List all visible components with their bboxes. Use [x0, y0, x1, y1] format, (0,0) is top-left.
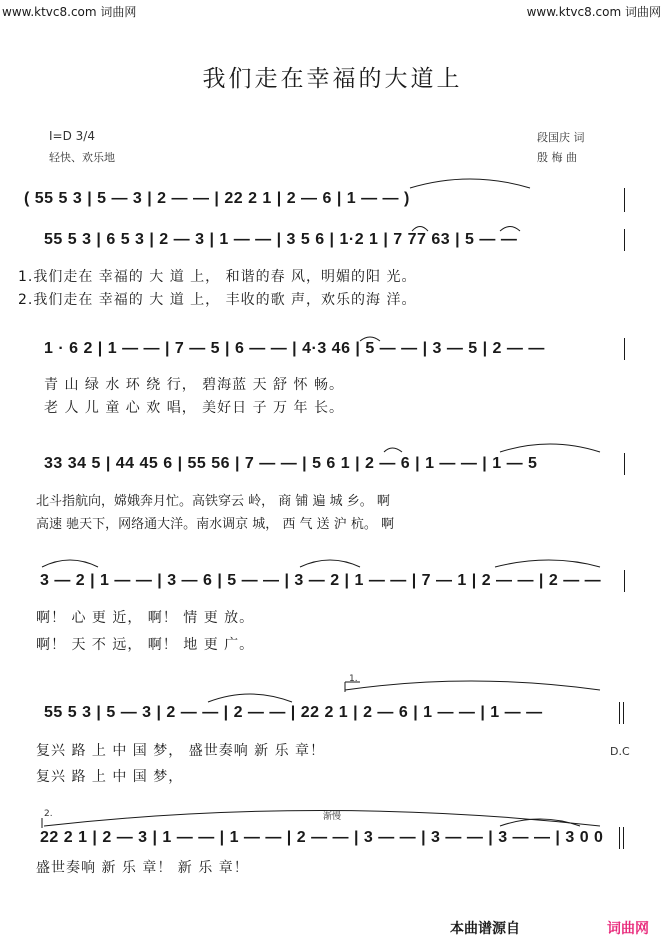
key-time: I=D 3/4: [49, 129, 95, 143]
song-title: 我们走在幸福的大道上: [202, 66, 463, 92]
ending-2-mark: 2.: [44, 809, 53, 819]
system-5-lyric-2: 啊！ 天 不 远， 啊！ 地 更 广。: [36, 637, 255, 653]
composer: 殷 梅 曲: [537, 151, 577, 164]
watermark-right: www.ktvc8.com 词曲网: [526, 5, 661, 19]
barline-7-end-a: [619, 827, 620, 849]
system-1-notes: ( 55 5 3 | 5 — 3 | 2 — — | 22 2 1 | 2 — 6 | 1 — — ): [24, 190, 410, 207]
system-2-notes: 55 5 3 | 6 5 3 | 2 — 3 | 1 — — | 3 5 6 | 1·2 1 | 7 77 63 | 5 — —: [44, 231, 518, 248]
footer-source: 本曲谱源自: [450, 921, 520, 937]
system-4-notes: 33 34 5 | 44 45 6 | 55 56 | 7 — — | 5 6 1 | 2 — 6 | 1 — — | 1 — 5: [44, 455, 538, 472]
system-4-lyric-2: 高速 驰天下，网络通大洋。南水调京 城， 西 气 送 沪 杭。 啊: [36, 517, 395, 532]
system-3-lyric-2: 老 人 儿 童 心 欢 唱， 美好日 子 万 年 长。: [44, 400, 344, 416]
ending-1-mark: 1.: [349, 674, 358, 684]
system-7-notes: 22 2 1 | 2 — 3 | 1 — — | 1 — — | 2 — — | 3 — — | 3 — — | 3 — — | 3 0 0: [40, 829, 604, 846]
system-7-lyric-1: 盛世奏响 新 乐 章！ 新 乐 章！: [36, 860, 249, 876]
system-4-lyric-1: 北斗指航向，嫦娥奔月忙。高铁穿云 岭， 商 铺 遍 城 乡。 啊: [36, 494, 390, 509]
system-3-notes: 1 · 6 2 | 1 — — | 7 — 5 | 6 — — | 4·3 46 | 5 — — | 3 — 5 | 2 — —: [44, 340, 545, 357]
system-5-lyric-1: 啊！ 心 更 近， 啊！ 情 更 放。: [36, 610, 255, 626]
barline-1-end: [624, 188, 625, 212]
system-5-notes: 3 — 2 | 1 — — | 3 — 6 | 5 — — | 3 — 2 | 1 — — | 7 — 1 | 2 — — | 2 — —: [40, 572, 602, 589]
footer-site[interactable]: 词曲网: [607, 921, 649, 937]
barline-4-end: [624, 453, 625, 475]
system-3-lyric-1: 青 山 绿 水 环 绕 行， 碧海蓝 天 舒 怀 畅。: [44, 377, 344, 393]
barline-3-end: [624, 338, 625, 360]
barline-7-end-b: [623, 827, 624, 849]
tempo-mark: 轻快、欢乐地: [49, 151, 115, 164]
lyricist: 段国庆 词: [537, 131, 585, 144]
watermark-left: www.ktvc8.com 词曲网: [2, 5, 137, 19]
barline-6-end-a: [619, 702, 620, 724]
tempo-change-mark: 渐慢: [323, 812, 342, 822]
system-6-lyric-2: 复兴 路 上 中 国 梦，: [36, 769, 184, 785]
barline-5-end: [624, 570, 625, 592]
system-6-lyric-1: 复兴 路 上 中 国 梦， 盛世奏响 新 乐 章！: [36, 743, 326, 759]
system-2-lyric-1: 1.我们走在 幸福的 大 道 上， 和谐的春 风，明媚的阳 光。: [18, 269, 417, 285]
system-2-lyric-2: 2.我们走在 幸福的 大 道 上， 丰收的歌 声，欢乐的海 洋。: [18, 292, 417, 308]
system-6-notes: 55 5 3 | 5 — 3 | 2 — — | 2 — — | 22 2 1 | 2 — 6 | 1 — — | 1 — —: [44, 704, 543, 721]
dc-mark: D.C: [610, 745, 630, 758]
barline-2-end: [624, 229, 625, 251]
barline-6-end-b: [623, 702, 624, 724]
